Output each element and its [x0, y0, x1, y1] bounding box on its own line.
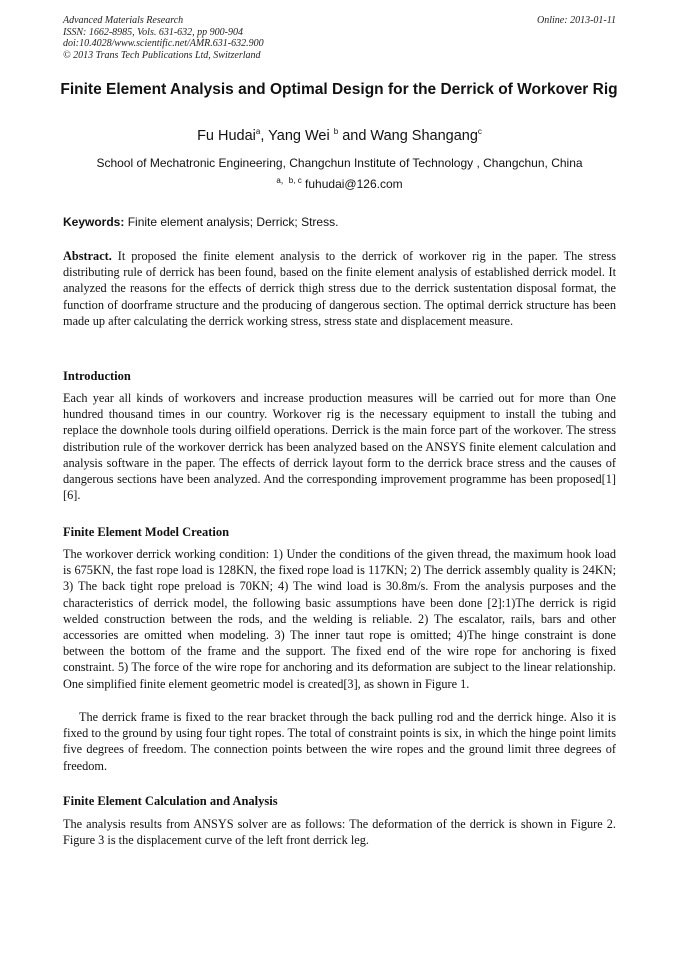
- section-heading-model-creation: Finite Element Model Creation: [63, 525, 230, 539]
- author-affiliation-mark: c: [477, 127, 482, 137]
- keywords: [63, 215, 616, 229]
- author-affiliation-mark: a: [255, 127, 261, 137]
- doi-line: doi:10.4028/www.scientific.net/AMR.631-632.900: [63, 38, 264, 49]
- author-affiliation-mark: b: [333, 127, 339, 137]
- author-list: [63, 128, 616, 144]
- keywords-label: Keywords:: [63, 215, 125, 229]
- section-heading-introduction: Introduction: [63, 369, 131, 383]
- affiliation: School of Mechatronic Engineering, Changchun Institute of Technology , Changchun, China: [96, 156, 583, 170]
- email-address[interactable]: fuhudai@126.com: [305, 177, 403, 191]
- keywords-text: Finite element analysis; Derrick; Stress.: [124, 215, 339, 229]
- abstract-text: It proposed the finite element analysis to the derrick of workover rig in the paper. The stress distributing rule of derrick has been found, based on the finite element analysis of established derrick model. It analyzed the reasons for the effects of derrick thigh stress due to the derrick sustentation disposal format, the function of doorframe structure and the producing of dangerous section. The optimal derrick structure has been made up after calculating the derrick working stress, stress state and displacement measure.: [63, 249, 616, 328]
- email-marks: a，b, c: [276, 176, 302, 185]
- issn-line: ISSN: 1662-8985, Vols. 631-632, pp 900-904: [63, 26, 243, 38]
- copyright-line: © 2013 Trans Tech Publications Ltd, Switzerland: [63, 49, 261, 61]
- author-name: Yang Wei: [268, 128, 334, 144]
- author-separator: ,: [260, 128, 269, 144]
- paper-title: Finite Element Analysis and Optimal Design for the Derrick of Workover Rig: [60, 81, 618, 98]
- author-name: Wang Shangang: [370, 128, 478, 144]
- abstract-label: Abstract.: [63, 249, 112, 263]
- author-name: Fu Hudai: [197, 128, 256, 144]
- calculation-paragraph: The analysis results from ANSYS solver are as follows: The deformation of the derrick is shown in Figure 2. Figure 3 is the displacement curve of the left front derrick leg.: [63, 817, 616, 848]
- section-heading-calculation: Finite Element Calculation and Analysis: [63, 794, 278, 808]
- journal-name: Advanced Materials Research: [63, 15, 184, 26]
- email-line: [63, 177, 616, 191]
- abstract: [63, 248, 616, 329]
- model-creation-paragraph-2: The derrick frame is fixed to the rear bracket through the back pulling rod and the derrick hinge. Also it is fixed to the ground by using four tight ropes. The total of constraint points is six, in which the hinge point limits five degrees of freedom. The connection points between the wire ropes and the ground limit three degrees of freedom.: [63, 710, 616, 773]
- author-separator: and: [338, 128, 371, 144]
- model-creation-paragraph-1: The workover derrick working condition: 1) Under the conditions of the given thread, the maximum hook load is 675KN, the fast rope load is 128KN, the fixed rope load is 117KN; 2) The derrick assembly quality is 24KN; 3) The back tight rope preload is 70KN; 4) The wind load is 30.8m/s. From the analysis purposes and the characteristics of derrick model, the following basic assumptions have been done [2]:1)The derrick is rigid welded construction between the rods, and the welding is reliable. 2) The escalator, rails, bars and other accessories are omitted when modeling. 3) The inner taut rope is omitted; 4)The hinge constraint is done between the bottom of the frame and the support. The fixed end of the wire rope for anchoring is fixed constraint. 5) The force of the wire rope for anchoring and its deformation are subject to the linear relationship. One simplified finite element geometric model is created[3], as shown in Figure 1.: [63, 547, 616, 691]
- introduction-paragraph: Each year all kinds of workovers and increase production measures will be carried out for more than One hundred thousand times in our country. Workover rig is the necessary equipment to install the tubing and replace the downhole tools during oilfield operations. Derrick is the main force part of the workover. The stress distribution rule of the workover derrick has been analyzed based on the ANSYS finite element calculation and analysis software in the paper. The effects of derrick layout form to the derrick brace stress and the causes of dangerous sections have been analyzed. And the corresponding improvement programme has been proposed[1][6].: [63, 391, 616, 503]
- journal-header: [63, 15, 616, 61]
- online-date: Online: 2013-01-11: [537, 15, 616, 26]
